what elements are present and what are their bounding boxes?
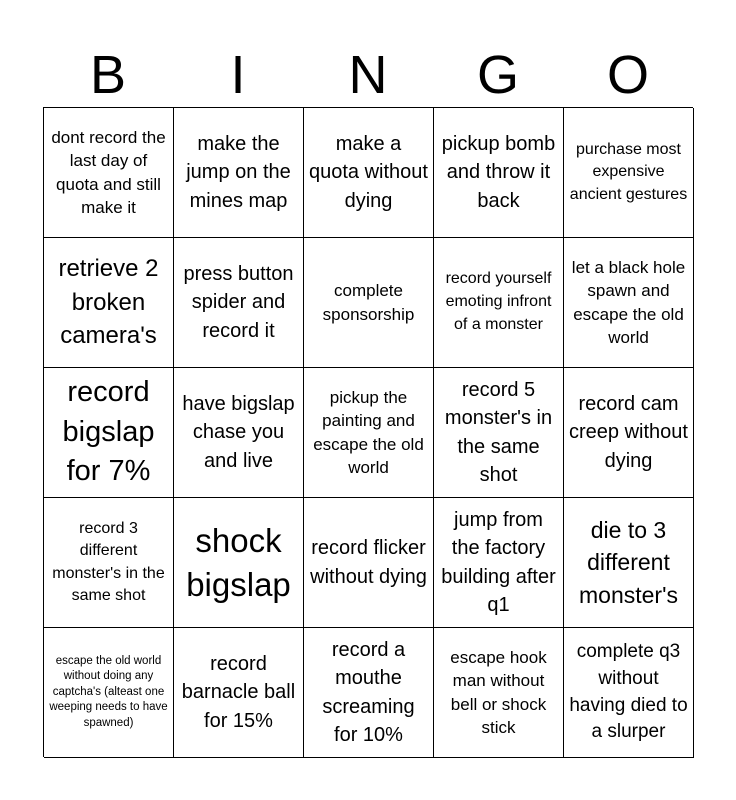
- cell-text: escape hook man without bell or shock stick: [450, 647, 547, 737]
- cell-text: jump from the factory building after q1: [441, 508, 556, 616]
- bingo-cell[interactable]: [434, 628, 564, 758]
- bingo-cell[interactable]: [564, 108, 694, 238]
- cell-text: press button spider and record it: [183, 262, 294, 342]
- bingo-cell[interactable]: [564, 628, 694, 758]
- cell-text: make a quota without dying: [309, 132, 428, 212]
- bingo-cell[interactable]: [434, 238, 564, 368]
- bingo-cell[interactable]: [564, 238, 694, 368]
- bingo-cell[interactable]: [434, 498, 564, 628]
- cell-text: make the jump on the mines map: [186, 132, 291, 212]
- header-letter-b: B: [89, 45, 127, 105]
- bingo-cell[interactable]: [304, 238, 434, 368]
- bingo-cell[interactable]: [44, 108, 174, 238]
- cell-text: record yourself emoting infront of a monster: [445, 270, 552, 333]
- header-letter-n: N: [348, 45, 388, 105]
- bingo-cell[interactable]: [304, 628, 434, 758]
- cell-text: record 3 different monster's in the same shot: [52, 519, 165, 604]
- bingo-cell[interactable]: [434, 108, 564, 238]
- cell-text: retrieve 2 broken camera's: [58, 255, 159, 350]
- bingo-board: [43, 107, 693, 757]
- header-letter-o: O: [606, 45, 649, 105]
- cell-text: record cam creep without dying: [569, 392, 688, 472]
- cell-text: record flicker without dying: [310, 537, 427, 588]
- header-letter-i: I: [230, 45, 246, 105]
- bingo-cell[interactable]: [174, 628, 304, 758]
- bingo-cell[interactable]: [174, 238, 304, 368]
- cell-text: pickup the painting and escape the old world: [313, 387, 424, 477]
- cell-text: have bigslap chase you and live: [182, 392, 295, 472]
- cell-text: shock bigslap: [186, 521, 291, 603]
- cell-text: pickup bomb and throw it back: [441, 132, 556, 212]
- bingo-cell[interactable]: [174, 368, 304, 498]
- cell-text: record barnacle ball for 15%: [181, 652, 296, 732]
- bingo-cell[interactable]: [434, 368, 564, 498]
- bingo-cell[interactable]: [44, 498, 174, 628]
- bingo-cell[interactable]: [44, 628, 174, 758]
- bingo-cell[interactable]: [304, 368, 434, 498]
- cell-text: complete sponsorship: [322, 281, 415, 324]
- bingo-header: [43, 44, 693, 106]
- bingo-cell[interactable]: [44, 238, 174, 368]
- bingo-cell[interactable]: [564, 368, 694, 498]
- cell-text: escape the old world without doing any captcha's (alteast one weeping needs to have spawned): [49, 654, 168, 729]
- bingo-cell[interactable]: [174, 108, 304, 238]
- cell-text: record 5 monster's in the same shot: [444, 378, 553, 486]
- bingo-cell[interactable]: [44, 368, 174, 498]
- cell-text: dont record the last day of quota and still make it: [51, 127, 166, 217]
- cell-text: purchase most expensive ancient gestures: [569, 140, 688, 203]
- cell-text: record bigslap for 7%: [62, 375, 155, 488]
- cell-text: complete q3 without having died to a slurper: [569, 640, 688, 743]
- bingo-cell[interactable]: [174, 498, 304, 628]
- cell-text: let a black hole spawn and escape the old world: [571, 257, 686, 347]
- bingo-cell[interactable]: [304, 108, 434, 238]
- bingo-cell[interactable]: [564, 498, 694, 628]
- cell-text: record a mouthe screaming for 10%: [322, 638, 415, 746]
- cell-text: die to 3 different monster's: [579, 517, 678, 608]
- bingo-cell[interactable]: [304, 498, 434, 628]
- header-letter-g: G: [476, 45, 519, 105]
